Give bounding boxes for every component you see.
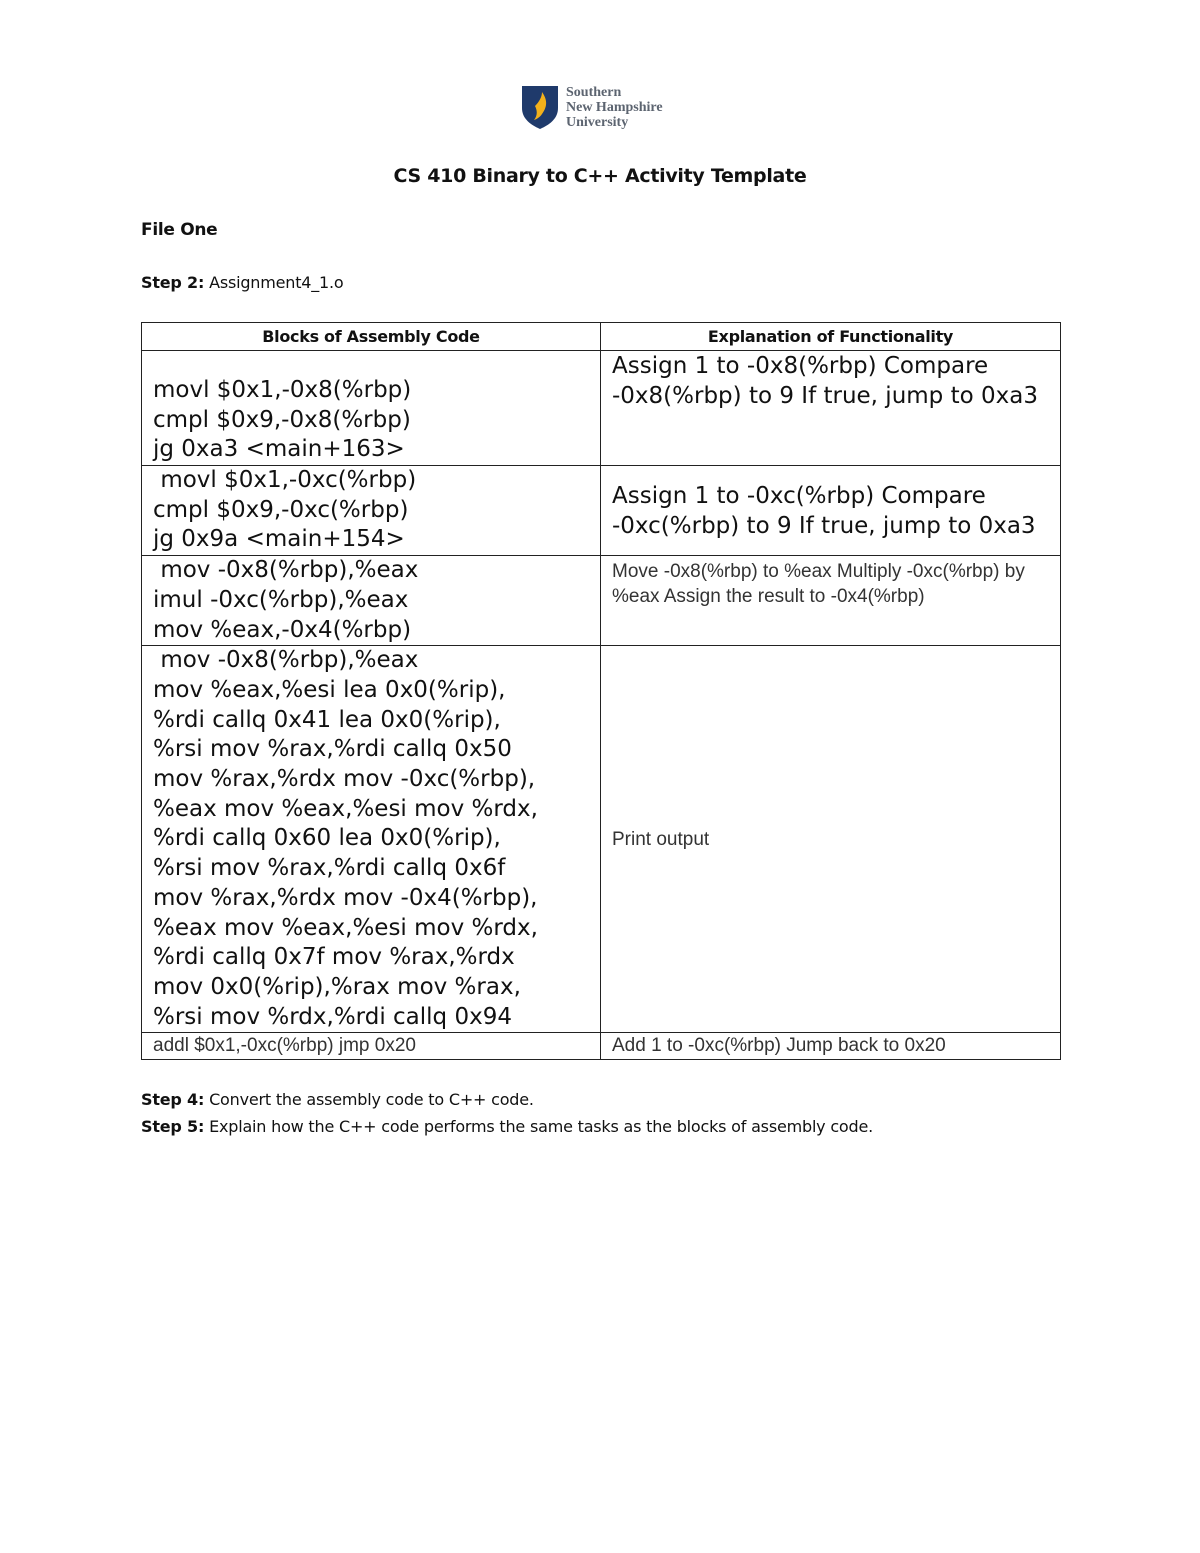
explanation-cell: Print output: [601, 646, 1061, 1033]
table-row: [142, 556, 1061, 646]
step-4-text: Convert the assembly code to C++ code.: [204, 1090, 534, 1109]
code-cell: addl $0x1,-0xc(%rbp) jmp 0x20: [142, 1033, 601, 1060]
table-row: [142, 466, 1061, 556]
logo-line-1: Southern: [566, 84, 622, 100]
table-row: [142, 1033, 1061, 1060]
explanation-cell: Assign 1 to -0xc(%rbp) Compare -0xc(%rbp) to 9 If true, jump to 0xa3: [601, 466, 1061, 556]
header-explanation: Explanation of Functionality: [601, 323, 1061, 351]
step-2-text: Assignment4_1.o: [204, 273, 344, 292]
table-row: [142, 646, 1061, 1033]
code-cell: movl $0x1,-0x8(%rbp) cmpl $0x9,-0x8(%rbp) jg 0xa3 <main+163>: [142, 351, 601, 466]
code-cell: movl $0x1,-0xc(%rbp) cmpl $0x9,-0xc(%rbp) jg 0x9a <main+154>: [142, 466, 601, 556]
code-cell: mov -0x8(%rbp),%eax imul -0xc(%rbp),%eax mov %eax,-0x4(%rbp): [142, 556, 601, 646]
explanation-cell: Assign 1 to -0x8(%rbp) Compare -0x8(%rbp) to 9 If true, jump to 0xa3: [601, 351, 1061, 466]
section-heading: File One: [141, 220, 218, 240]
code-cell: mov -0x8(%rbp),%eax mov %eax,%esi lea 0x0(%rip), %rdi callq 0x41 lea 0x0(%rip), %rsi mov %rax,%rdi callq 0x50 mov %rax,%rdx mov -0xc(%rbp), %eax mov %eax,%esi mov %rdx, %rdi callq 0x60 lea 0x0(%rip), %rsi mov %rax,%rdi callq 0x6f mov %rax,%rdx mov -0x4(%rbp), %eax mov %eax,%esi mov %rdx, %rdi callq 0x7f mov %rax,%rdx mov 0x0(%rip),%rax mov %rax, %rsi mov %rdx,%rdi callq 0x94: [142, 646, 601, 1033]
step-2: [141, 273, 344, 292]
step-5-label: Step 5:: [141, 1117, 205, 1136]
document-title: CS 410 Binary to C++ Activity Template: [393, 165, 807, 187]
table-header-row: [142, 323, 1061, 351]
shield-flame-icon: [520, 84, 560, 130]
logo-line-2: New Hampshire: [566, 99, 663, 115]
explanation-cell: Move -0x8(%rbp) to %eax Multiply -0xc(%rbp) by %eax Assign the result to -0x4(%rbp): [601, 556, 1061, 646]
logo-wordmark: [566, 85, 663, 130]
assembly-table: [141, 322, 1061, 1060]
university-logo: [520, 84, 663, 130]
table-row: [142, 351, 1061, 466]
step-2-label: Step 2:: [141, 273, 205, 292]
logo-line-3: University: [566, 114, 629, 130]
explanation-cell: Add 1 to -0xc(%rbp) Jump back to 0x20: [601, 1033, 1061, 1060]
header-assembly-code: Blocks of Assembly Code: [142, 323, 601, 351]
step-4: [141, 1090, 534, 1109]
step-5-text: Explain how the C++ code performs the same tasks as the blocks of assembly code.: [204, 1117, 874, 1136]
step-5: [141, 1117, 873, 1136]
step-4-label: Step 4:: [141, 1090, 205, 1109]
